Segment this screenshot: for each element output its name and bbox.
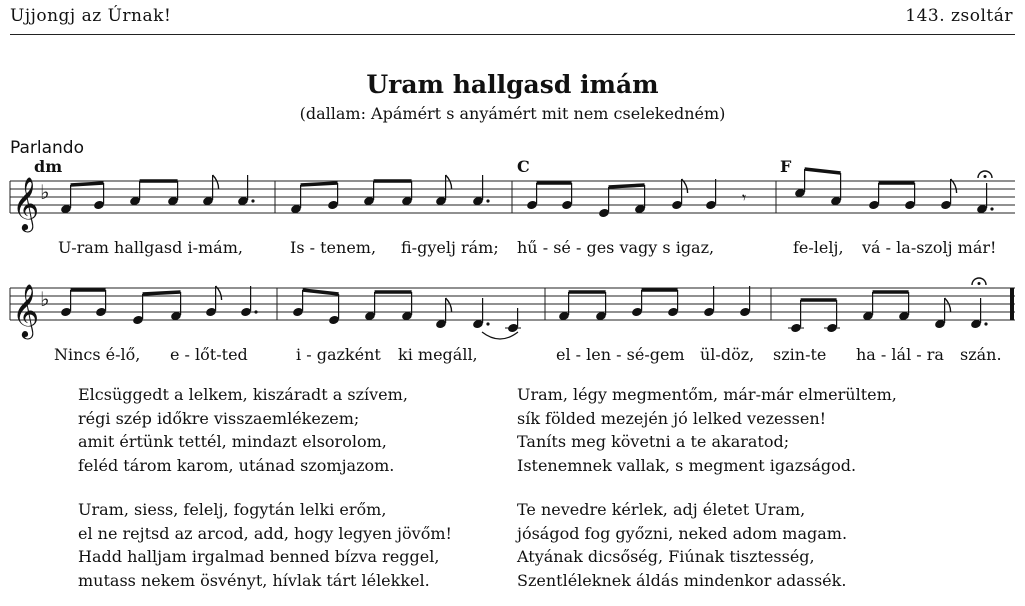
stanza-line: Taníts meg követni a te akaratod;: [517, 432, 790, 451]
lyric-line1-phrase-4: hű - sé - ges vagy s igaz,: [517, 238, 715, 257]
flat-key-signature-icon: ♭: [40, 287, 50, 311]
stanza-line: Istenemnek vallak, s megment igazságod.: [517, 455, 857, 475]
stanza-line: Hadd halljam irgalmad benned bízva reggel,: [78, 547, 440, 566]
flat-key-signature-icon: ♭: [40, 180, 50, 204]
stanza-line: el ne rejtsd az arcod, add, hogy legyen jövőm!: [78, 523, 452, 543]
running-header-right: 143. zsoltár: [905, 6, 1013, 26]
beam: [805, 169, 841, 173]
stanza-3: [78, 498, 452, 592]
lyric-line2-phrase-9: szán.: [960, 345, 1002, 364]
stanza-line: sík földed mezején jó lelked vezessen!: [517, 408, 827, 428]
fermata-dot: [984, 175, 987, 178]
song-title: Uram hallgasd imám: [366, 70, 659, 99]
slur: [482, 332, 518, 339]
stanza-line: Atyának dicsőség, Fiúnak tisztesség,: [517, 547, 815, 566]
stanza-1: [78, 383, 408, 477]
treble-clef-icon: 𝄞: [12, 283, 40, 337]
lyric-line2-phrase-3: i - gazként: [296, 345, 381, 364]
stanza-line: Te nevedre kérlek, adj életet Uram,: [517, 500, 806, 519]
beam: [71, 183, 104, 185]
stanza-line: amit értünk tettél, mindazt elsorolom,: [78, 432, 387, 451]
stanza-line: Szentléleknek áldás mindenkor adassék.: [517, 570, 847, 590]
lyric-line2-phrase-6: ül-döz,: [700, 345, 755, 364]
note-flag: [446, 175, 452, 189]
lyric-line1-phrase-5: fe-lelj,: [793, 238, 844, 257]
chord-symbol: dm: [34, 157, 63, 176]
beam: [301, 183, 338, 185]
lyric-line1-phrase-6: vá - la-szolj már!: [862, 238, 997, 257]
lyric-line1-phrase-3: fi-gyelj rám;: [401, 238, 499, 257]
note-flag: [446, 298, 452, 312]
treble-clef-icon: 𝄞: [12, 176, 40, 230]
stanza-line: Elcsüggedt a lelkem, kiszáradt a szívem,: [78, 385, 408, 404]
tempo-marking: Parlando: [10, 138, 85, 158]
stanza-line: jóságod fog győzni, neked adom magam.: [517, 523, 848, 543]
chord-symbol: F: [780, 157, 792, 176]
stanza-line: mutass nekem ösvényt, hívlak tárt lélekkel.: [78, 570, 430, 590]
note-flag: [213, 175, 219, 189]
stanza-line: régi szép időkre visszaemlékezem;: [78, 408, 360, 428]
lyric-line1-phrase-1: U-ram hallgasd i-mám,: [58, 238, 243, 257]
lyric-line2-phrase-5: el - len - sé-gem: [556, 345, 685, 364]
beam: [303, 290, 339, 294]
lyric-line2-phrase-8: ha - lál - ra: [856, 345, 944, 364]
augmentation-dot: [990, 207, 993, 210]
augmentation-dot: [254, 310, 257, 313]
lyric-line2-phrase-7: szin-te: [773, 345, 827, 364]
note-flag: [945, 298, 951, 312]
beam: [143, 292, 181, 294]
augmentation-dot: [251, 199, 254, 202]
stanza-4: [517, 498, 847, 592]
lyric-line2-phrase-1: Nincs é-lő,: [54, 345, 141, 364]
running-header-left: Ujjongj az Úrnak!: [10, 6, 172, 26]
lyric-line1-phrase-2: Is - tenem,: [290, 238, 377, 257]
augmentation-dot: [486, 199, 489, 202]
stanza-line: Uram, siess, felelj, fogytán lelki erőm,: [78, 500, 387, 519]
stanza-line: feléd tárom karom, utánad szomjazom.: [78, 455, 395, 475]
stanza-2: [517, 383, 897, 477]
augmentation-dot: [984, 322, 987, 325]
beam: [609, 185, 645, 187]
song-subtitle: (dallam: Apámért s anyámért mit nem cselekedném): [299, 104, 726, 123]
lyric-line2-phrase-2: e - lőt-ted: [170, 345, 248, 364]
chord-symbol: C: [517, 157, 530, 176]
eighth-rest-icon: 𝄾: [742, 188, 747, 207]
stanza-line: Uram, légy megmentőm, már-már elmerültem,: [517, 385, 897, 404]
fermata-dot: [978, 282, 981, 285]
augmentation-dot: [486, 322, 489, 325]
lyric-line2-phrase-4: ki megáll,: [398, 345, 478, 364]
